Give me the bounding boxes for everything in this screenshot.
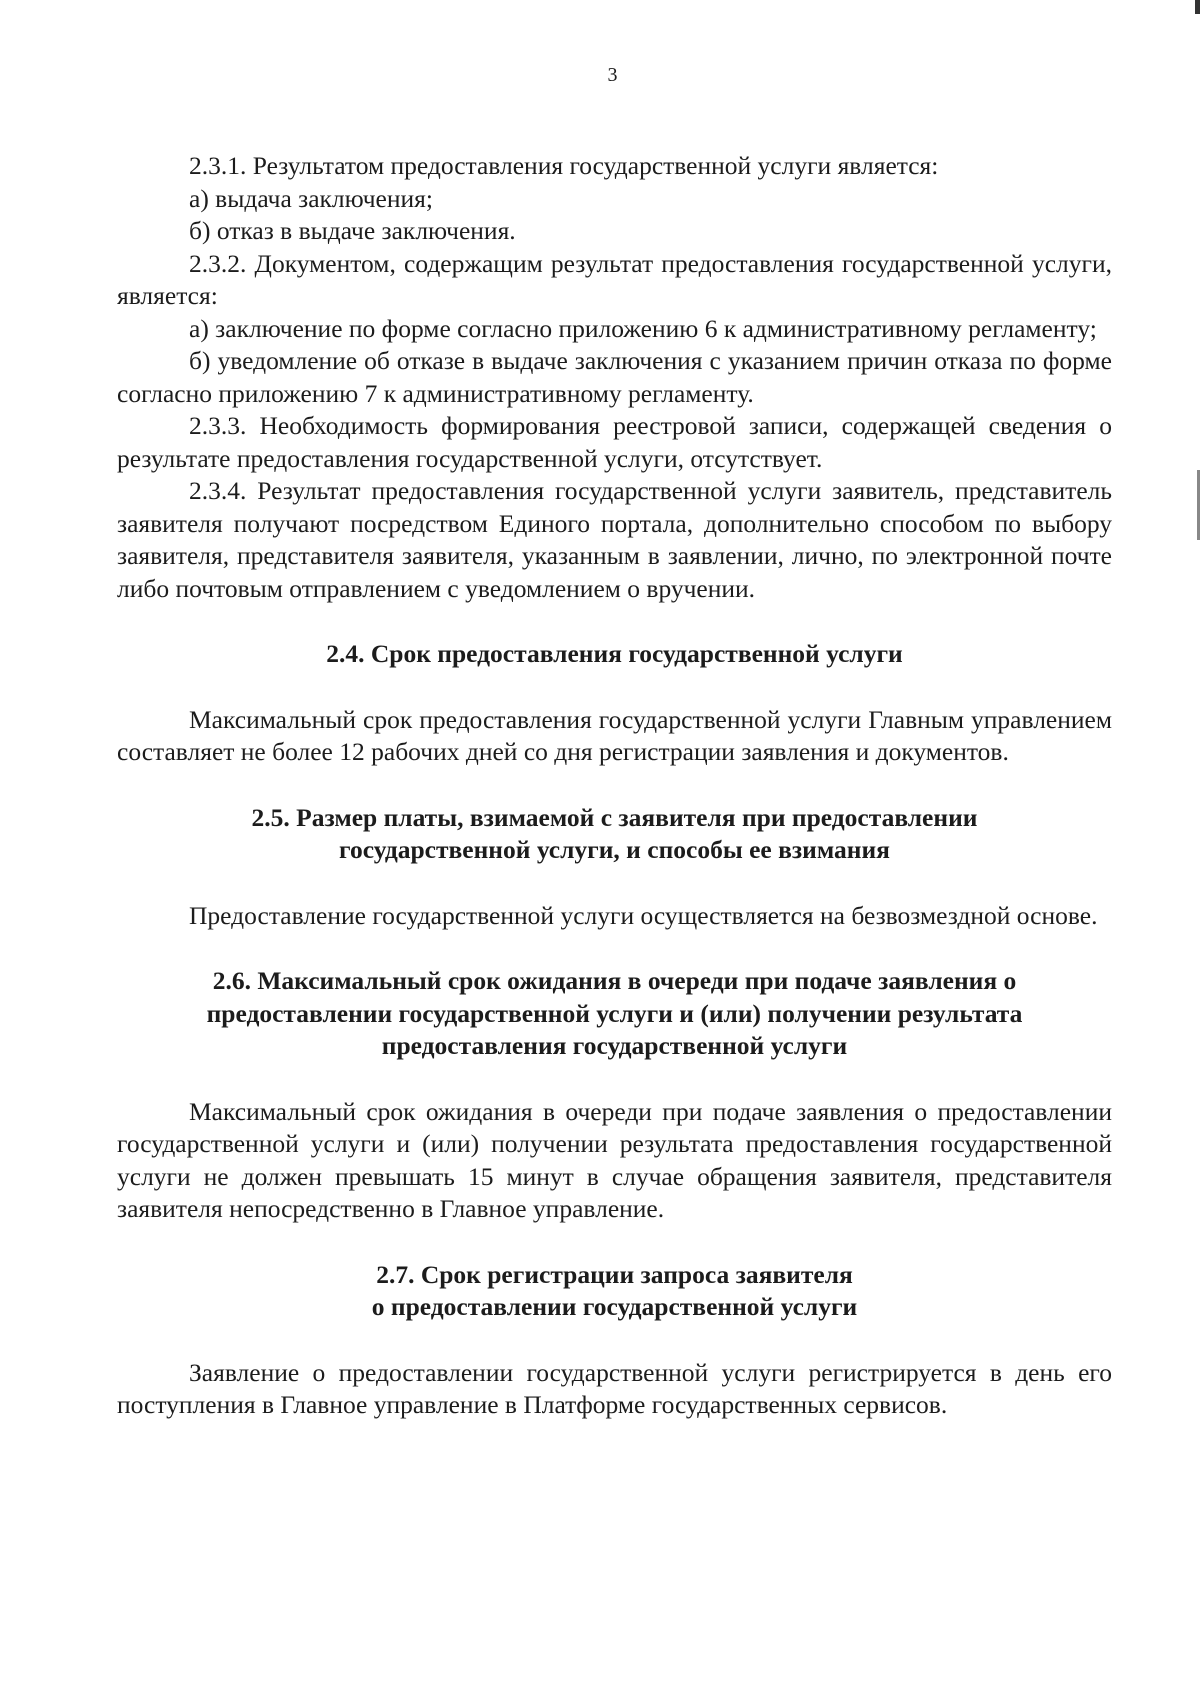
paragraph: а) выдача заключения; (189, 183, 433, 213)
section-heading-line: предоставления государственной услуги (381, 1031, 848, 1060)
paragraph: 2.3.4. Результат предоставления государственной услуги заявитель, представитель заявителя получают посредством Единого портала, дополнительно способом по выбору заявителя, представителя заявителя, указанным в заявлении, лично, по электронной почте либо почтовым отправлением с уведомлением о вручении. (117, 476, 1112, 603)
paragraph: б) уведомление об отказе в выдаче заключения с указанием причин отказа по форме согласно приложению 7 к административному регламенту. (117, 346, 1112, 408)
paragraph: Максимальный срок ожидания в очереди при подаче заявления о предоставлении государственной услуги и (или) получении результата предоставления государственной услуги не должен превышать 15 минут в случае обращения заявителя, представителя заявителя непосредственно в Главное управление. (117, 1096, 1112, 1223)
section-heading: 2.4. Срок предоставления государственной услуги (326, 639, 903, 668)
section-heading-line: государственной услуги, и способы ее взимания (339, 835, 890, 864)
section-2-5 (117, 802, 1112, 933)
paragraph: 2.3.3. Необходимость формирования реестровой записи, содержащей сведения о результате предоставления государственной услуги, отсутствует. (117, 411, 1112, 473)
paragraph: Максимальный срок предоставления государственной услуги Главным управлением составляет не более 12 рабочих дней со дня регистрации заявления и документов. (117, 704, 1112, 766)
paragraph: а) заключение по форме согласно приложению 6 к административному регламенту; (189, 313, 1097, 343)
section-2-4 (117, 638, 1112, 769)
section-2-7 (117, 1259, 1112, 1422)
document-body (117, 150, 1112, 1422)
paragraph: б) отказ в выдаче заключения. (189, 216, 516, 245)
page-number: 3 (607, 64, 618, 86)
section-heading-line: 2.5. Размер платы, взимаемой с заявителя при предоставлении (251, 802, 978, 832)
paragraph: Предоставление государственной услуги осуществляется на безвозмездной основе. (189, 900, 1098, 930)
section-heading-line: о предоставлении государственной услуги (371, 1292, 858, 1321)
section-heading-line: предоставлении государственной услуги и (или) получении результата (206, 998, 1023, 1028)
section-heading-line: 2.6. Максимальный срок ожидания в очереди при подаче заявления о (212, 966, 1017, 995)
scan-edge-mark (1195, 0, 1200, 14)
section-heading-line: 2.7. Срок регистрации запроса заявителя (376, 1259, 853, 1289)
paragraph: Заявление о предоставлении государственной услуги регистрируется в день его поступления в Главное управление в Платформе государственных сервисов. (117, 1357, 1112, 1419)
section-2-6 (117, 965, 1112, 1226)
section-2-3 (117, 150, 1112, 605)
paragraph: 2.3.1. Результатом предоставления государственной услуги является: (189, 151, 939, 180)
paragraph: 2.3.2. Документом, содержащим результат предоставления государственной услуги, является: (117, 248, 1112, 310)
